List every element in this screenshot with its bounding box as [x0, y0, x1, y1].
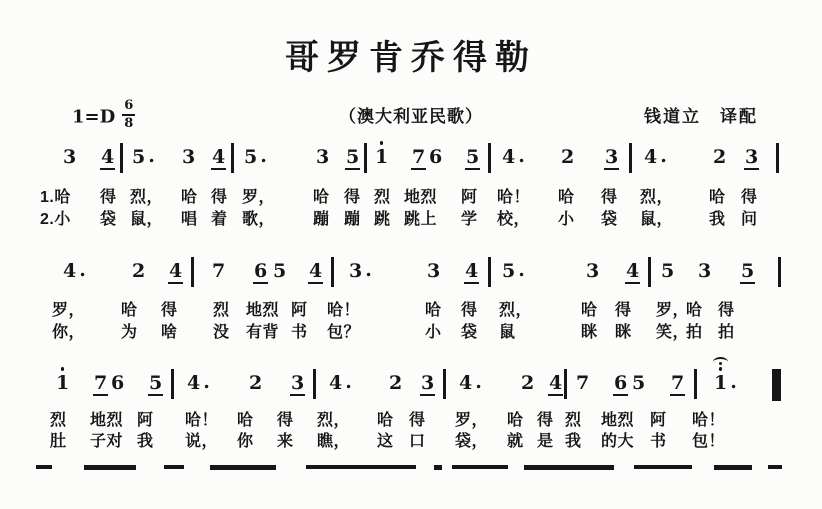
note-digit: 6	[614, 372, 628, 394]
octave-dot	[61, 367, 65, 371]
translator-credit: 钱道立 译配	[644, 107, 758, 126]
duration-dot: .	[345, 371, 352, 393]
duration-dot: .	[518, 259, 525, 281]
lyric-syllable: 罗，	[656, 302, 690, 319]
lyric-syllable: 跳	[374, 211, 391, 228]
lyric-syllable: 小	[558, 211, 575, 228]
note-digit: 4	[465, 260, 479, 282]
lyric-syllable: 蹦	[344, 211, 361, 228]
lyric-syllable: 得	[537, 412, 554, 429]
lyric-syllable: 哈！	[185, 412, 219, 429]
note-digit: 7	[576, 372, 590, 394]
lyric-syllable: 着	[211, 211, 228, 228]
note-digit: 4 .	[63, 259, 86, 282]
note-digit: 3	[421, 372, 435, 394]
note-digit: 5	[741, 260, 755, 282]
lyric-syllable: 烈，	[130, 189, 164, 206]
note-digit: 4 .	[187, 371, 210, 394]
barline	[171, 369, 174, 399]
lyric-syllable: 哈	[581, 302, 598, 319]
note-digit: 4	[309, 260, 323, 282]
lyric-syllable: 哈	[507, 412, 524, 429]
duration-dot: .	[79, 259, 86, 281]
note-digit: 2	[249, 372, 263, 394]
lyric-syllable: 烈	[565, 412, 582, 429]
barline	[443, 369, 446, 399]
lyric-syllable: 烈，	[499, 302, 533, 319]
note-digit: 3	[427, 260, 441, 282]
lyric-syllable: 眯	[615, 324, 632, 341]
lyric-syllable: 烈	[374, 189, 391, 206]
note-digit: 4	[549, 372, 563, 394]
lyric-syllable: 蹦	[313, 211, 330, 228]
song-title: 哥罗肯乔得勒	[285, 38, 537, 78]
lyric-syllable: 得	[277, 412, 294, 429]
key-signature-text: 1=D	[72, 106, 116, 128]
lyric-syllable: 鼠，	[640, 211, 674, 228]
song-subtitle: （澳大利亚民歌）	[339, 107, 483, 126]
fermata-mark	[713, 357, 728, 367]
lyric-syllable: 的大	[601, 433, 635, 450]
lyric-syllable: 书	[650, 433, 667, 450]
barline	[313, 369, 316, 399]
lyric-syllable: 哈	[425, 302, 442, 319]
lyric-syllable: 哈	[313, 189, 330, 206]
barline	[191, 257, 194, 287]
note-digit: 3	[291, 372, 305, 394]
note-digit: 5	[632, 372, 646, 394]
lyric-syllable: 袋	[461, 324, 478, 341]
lyric-syllable: 袋，	[455, 433, 489, 450]
lyric-syllable: 哈！	[327, 302, 361, 319]
lyric-syllable: 包！	[692, 433, 726, 450]
lyric-syllable: 你	[237, 433, 254, 450]
lyric-syllable: 阿	[461, 189, 478, 206]
lyric-syllable: 地烈	[90, 412, 124, 429]
duration-dot: .	[365, 259, 372, 281]
lyric-syllable: 哈！	[497, 189, 531, 206]
barline	[778, 257, 781, 287]
note-digit: 5	[149, 372, 163, 394]
lyric-syllable: 得	[100, 189, 117, 206]
time-signature-denominator: 8	[124, 115, 134, 131]
note-digit: 5 .	[502, 259, 525, 282]
note-digit: 2	[389, 372, 403, 394]
lyric-syllable: 袋	[100, 211, 117, 228]
duration-dot: .	[203, 371, 210, 393]
note-digit: 4 .	[644, 145, 667, 168]
octave-dot	[719, 367, 723, 371]
note-digit: 7	[671, 372, 685, 394]
lyric-syllable: 哈	[558, 189, 575, 206]
note-digit: 6	[111, 372, 125, 394]
lyric-syllable: 得	[718, 302, 735, 319]
lyric-syllable: 鼠，	[130, 211, 164, 228]
note-digit: 1	[55, 373, 70, 394]
note-digit: 3	[316, 146, 330, 168]
lyric-syllable: 肚	[50, 433, 67, 450]
barline	[776, 143, 779, 173]
lyric-syllable: 哈	[709, 189, 726, 206]
note-digit: 7	[94, 372, 108, 394]
lyric-syllable: 包？	[327, 324, 361, 341]
note-digit: 5 .	[132, 145, 155, 168]
note-digit: 2	[561, 146, 575, 168]
lyric-syllable: 得	[211, 189, 228, 206]
lyric-syllable: 鼠	[499, 324, 516, 341]
lyric-syllable: 哈	[237, 412, 254, 429]
lyric-syllable: 得	[741, 189, 758, 206]
lyric-syllable: 我	[709, 211, 726, 228]
duration-dot: .	[730, 371, 737, 393]
lyric-syllable: 得	[161, 302, 178, 319]
lyric-syllable: 拍	[718, 324, 735, 341]
lyric-syllable: 为	[121, 324, 138, 341]
duration-dot: .	[148, 145, 155, 167]
lyric-syllable: 得	[461, 302, 478, 319]
note-digit: 7	[412, 146, 426, 168]
lyric-syllable: 问	[741, 211, 758, 228]
lyric-syllable: 2.小	[40, 211, 71, 228]
note-digit: 3	[63, 146, 77, 168]
note-digit: 1	[374, 147, 389, 168]
lyric-syllable: 烈	[50, 412, 67, 429]
note-digit: 5	[466, 146, 480, 168]
duration-dot: .	[660, 145, 667, 167]
note-digit: 4	[101, 146, 115, 168]
lyric-syllable: 有背	[246, 324, 280, 341]
lyric-syllable: 阿	[650, 412, 667, 429]
lyric-syllable: 得	[344, 189, 361, 206]
note-digit: 2	[132, 260, 146, 282]
lyric-syllable: 罗，	[52, 302, 86, 319]
lyric-syllable: 书	[291, 324, 308, 341]
note-digit: 4 .	[502, 145, 525, 168]
lyric-syllable: 这	[377, 433, 394, 450]
lyric-syllable: 地烈	[246, 302, 280, 319]
lyric-syllable: 瞧，	[317, 433, 351, 450]
final-barline	[772, 369, 781, 401]
note-digit: 4 .	[329, 371, 352, 394]
note-digit: 4	[212, 146, 226, 168]
lyric-syllable: 阿	[137, 412, 154, 429]
lyric-syllable: 啥	[161, 324, 178, 341]
barline	[120, 143, 123, 173]
duration-dot: .	[260, 145, 267, 167]
note-digit: 6	[254, 260, 268, 282]
note-digit: 3 .	[349, 259, 372, 282]
lyric-syllable: 是	[537, 433, 554, 450]
note-digit: 4	[626, 260, 640, 282]
lyric-syllable: 我	[137, 433, 154, 450]
lyric-syllable: 歌，	[242, 211, 276, 228]
note-digit: 5	[346, 146, 360, 168]
lyric-syllable: 烈，	[317, 412, 351, 429]
lyric-syllable: 说，	[185, 433, 219, 450]
duration-dot: .	[475, 371, 482, 393]
note-digit: 3	[586, 260, 600, 282]
note-digit: 2	[713, 146, 727, 168]
lyric-syllable: 哈	[686, 302, 703, 319]
duration-dot: .	[518, 145, 525, 167]
octave-dot	[380, 141, 384, 145]
barline	[488, 257, 491, 287]
lyric-syllable: 口	[409, 433, 426, 450]
lyric-syllable: 得	[601, 189, 618, 206]
note-digit: 4 .	[459, 371, 482, 394]
note-digit: 5 .	[244, 145, 267, 168]
lyric-syllable: 地烈	[404, 189, 438, 206]
barline	[648, 257, 651, 287]
lyric-syllable: 拍	[686, 324, 703, 341]
lyric-syllable: 就	[507, 433, 524, 450]
lyric-syllable: 袋	[601, 211, 618, 228]
note-digit: 3	[698, 260, 712, 282]
lyric-syllable: 笑，	[656, 324, 690, 341]
lyric-syllable: 地烈	[601, 412, 635, 429]
lyric-syllable: 小	[425, 324, 442, 341]
note-digit: 3	[182, 146, 196, 168]
lyric-syllable: 校，	[497, 211, 531, 228]
lyric-syllable: 得	[615, 302, 632, 319]
barline	[694, 369, 697, 399]
barline	[331, 257, 334, 287]
barline	[629, 143, 632, 173]
barline	[231, 143, 234, 173]
note-digit: 5	[273, 260, 287, 282]
lyric-syllable: 我	[565, 433, 582, 450]
clipped-footnote-line	[36, 465, 796, 473]
lyric-syllable: 眯	[581, 324, 598, 341]
note-digit: 3	[745, 146, 759, 168]
lyric-syllable: 罗，	[242, 189, 276, 206]
lyric-syllable: 学	[461, 211, 478, 228]
lyric-syllable: 1.哈	[40, 189, 71, 206]
lyric-syllable: 哈！	[692, 412, 726, 429]
lyric-syllable: 没	[213, 324, 230, 341]
lyric-syllable: 烈	[213, 302, 230, 319]
lyric-syllable: 烈，	[640, 189, 674, 206]
note-digit: 5	[661, 260, 675, 282]
barline	[364, 143, 367, 173]
lyric-syllable: 哈	[377, 412, 394, 429]
note-digit: 1 .	[713, 373, 728, 394]
lyric-syllable: 哈	[181, 189, 198, 206]
lyric-syllable: 阿	[291, 302, 308, 319]
lyric-syllable: 罗，	[455, 412, 489, 429]
lyric-syllable: 得	[409, 412, 426, 429]
lyric-syllable: 跳上	[404, 211, 438, 228]
lyric-syllable: 唱	[181, 211, 198, 228]
lyric-syllable: 子对	[90, 433, 124, 450]
lyric-syllable: 来	[277, 433, 294, 450]
note-digit: 2	[521, 372, 535, 394]
note-digit: 6	[429, 146, 443, 168]
note-digit: 4	[169, 260, 183, 282]
note-digit: 3	[605, 146, 619, 168]
time-signature-numerator: 6	[122, 99, 135, 116]
note-digit: 7	[212, 260, 226, 282]
barline	[564, 369, 567, 399]
lyric-syllable: 哈	[121, 302, 138, 319]
lyric-syllable: 你，	[52, 324, 86, 341]
barline	[488, 143, 491, 173]
